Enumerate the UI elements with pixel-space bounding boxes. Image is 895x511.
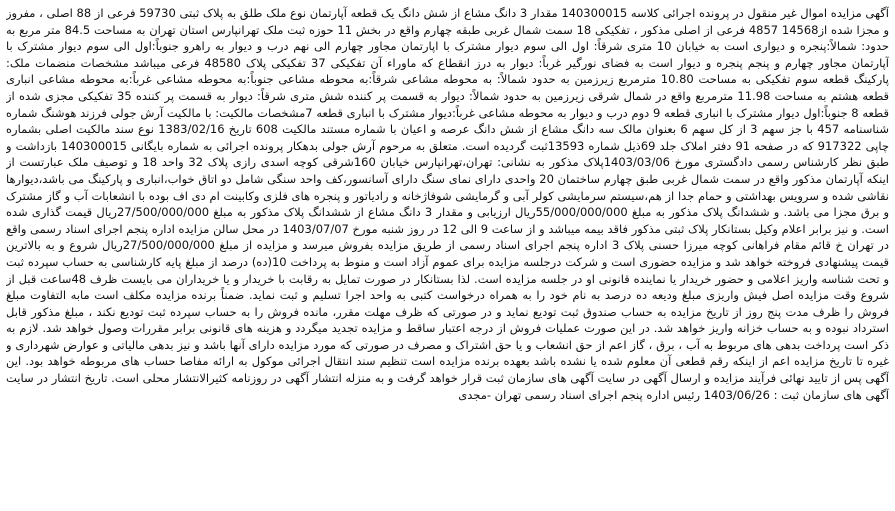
auction-notice bbox=[6, 5, 889, 507]
notice-body-text: آگهی مزایده اموال غیر منقول در پرونده اجرائی کلاسه 140300015 مقدار 3 دانگ مشاع از شش دانگ یک قطعه آپارتمان نوع ملک طلق به پلاک ثبتی 59730 فرعی از 88 اصلی ، مفروز و مجزا شده از14568 4857 فرعی از اصلی مذکور ، تفکیکی 18 سمت شمال غربی طبقه چهارم واقع در بخش 11 حوزه ثبت ملک تهرانپارس استان تهران به مساحت 84.5 متر مربع به حدود: شمالاً:پنجره و دیواری است به خیابان 10 متری شرقاً: اول الی سوم دیوار مشترک با اپارتمان مجاور چهارم الی نهم درب و دیوار به راهرو جنوباً:اول الی سوم دیوار مشترک با آپارتمان مجاور چهارم و پنجم پنجره و دیوار است به فضای نورگیر غرباً: دیوار به درز انقطاع که ماوراء آن تفکیکی 37 تفکیکی پلاک 48580 فرعی میباشد مشخصات منضمات ملک: پارکینگ قطعه سوم تفکیکی به مساحت 10.80 مترمربع زیرزمین به حدود شمالاً: به محوطه مشاعی شرقاً:به محوطه مشاعی جنوباً:به محوطه مشاعی غرباً:به محوطه مشاعی انباری قطعه هشتم به مساحت 11.98 مترمربع واقع در شمال شرقی زیرزمین به حدود شمالاً: دیوار به قسمت پر کننده شش متری شرقاً: دیوار به قسمت پر کننده 35 تفکیکی مجزی شده از قطعه 8 جنوباً:اول دیوار مشترک با انباری قطعه 9 دوم درب و دیوار به محوطه مشاعی غرباً:دیوار مشترک با انباری قطعه 7مشخصات مالکیت: با مالکیت آرش جولی فرزند هوشنگ شماره شناسنامه 457 با جز سهم 3 از کل سهم 6 بعنوان مالک سه دانگ مشاع از شش دانگ عرصه و اعیان با شماره مستند مالکیت 608 تاریخ 1383/02/16 نوع سند مالکیت اصلی بشماره چاپی 917322 که در صفحه 91 دفتر املاک جلد 69ذیل شماره 13593ثبت گردیده است. متعلق به مرحوم آرش جولی بدهکار پرونده اجرائی به شماره بایگانی 140300015 بازداشت و طبق نظر کارشناس رسمی دادگستری مورخ 1403/03/06پلاک مذکور به نشانی: تهران،تهرانپارس خیابان 160شرقی کوچه اسدی رازی پلاک 32 واحد 18 و توصیف ملک عبارتست از اینکه آپارتمان مذکور واقع در سمت شمال غربی طبق چهارم ساختمان 20 واحدی دارای نمای سنگ دارای آسانسور،کف واحد سنگی شامل دو اتاق خواب،انباری و پارکینگ می باشد،دیوارها نقاشی شده و سرویس بهداشتی و حمام جدا از هم،سیستم سرمایشی کولر آبی و گرمایشی شوفاژخانه و رادیاتور و پنجره های فلزی وکابینت ام دی اف بوده با انشعابات آب و گاز مشترک و برق مجزا می باشد. و ششدانگ پلاک مذکور به مبلغ 55/000/000/000ریال ارزیابی و مقدار 3 دانگ مشاع از ششدانگ پلاک مذکور به مبلغ 27/500/000/000ریال قیمت گذاری شده است. و نیز برابر اعلام وکیل بستانکار پلاک ثبتی مذکور فاقد بیمه میباشد و از ساعت 9 الی 12 در روز شنبه مورخ 1403/07/07 در محل سالن مزایده اداره پنجم اجرای اسناد رسمی واقع در تهران خ قائم مقام فراهانی کوچه میرزا حسنی پلاک 3 اداره پنجم اجرای اسناد رسمی از طریق مزایده بفروش میرسد و مزایده از مبلغ 27/500/000/000ریال شروع و به بالاترین قیمت پیشنهادی فروخته خواهد شد و مزایده حضوری است و شرکت درجلسه مزایده برای عموم آزاد است و منوط به پرداخت 10(ده) درصد از مبلغ پایه کارشناسی به حساب سپرده ثبت و تحت شناسه واریز اعلامی و حضور خریدار یا نماینده قانونی او در جلسه مزایده است. لذا بستانکار در صورت تمایل به رقابت با خریدار و یا خریداران می بایست ظرف 48ساعت قبل از شروع وقت مزایده اصل فیش واریزی مبلغ ودیعه ده درصد به نام خود را به همراه درخواست کتبی به واحد اجرا تسلیم و ثبت نماید. ضمناً برنده مزایده مکلف است مابه التفاوت مبلغ فروش را ظرف مدت پنج روز از تاریخ مزایده به حساب صندوق ثبت تودیع نماید و در صورتی که ظرف مهلت مقرر، مانده فروش را به حساب سپرده ثبت تودیع نکند ، مبلغ مذکور قابل استرداد نبوده و به حساب خزانه واریز خواهد شد. در این صورت عملیات فروش از درجه اعتبار ساقط و مزایده تجدید میگردد و هزینه های قانونی برابر مقررات وصول خواهد شد. لازم به ذکر است پرداخت بدهی های مربوط به آب ، برق ، گاز اعم از حق انشعاب و یا حق اشتراک و مصرف در صورتی که مورد مزایده دارای آنها باشد و نیز بدهی مالیاتی و عوارض شهرداری و غیره تا تاریخ مزایده اعم از اینکه رقم قطعی آن معلوم شده یا نشده باشد بعهده برنده مزایده است تنظیم سند انتقال اجرائی موکول به ارائه مفاصا حساب های مربوطه خواهد بود. این آگهی پس از تایید نهائی فرآیند مزایده و ارسال آگهی در سایت آگهی های سازمان ثبت قرار خواهد گرفت و به منزله انتشار آگهی در روزنامه کثیرالانتشار محلی است. تاریخ انتشار در سایت آگهی های سازمان ثبت : 1403/06/26 رئیس اداره پنجم اجرای اسناد رسمی تهران -مجدی bbox=[6, 6, 889, 402]
